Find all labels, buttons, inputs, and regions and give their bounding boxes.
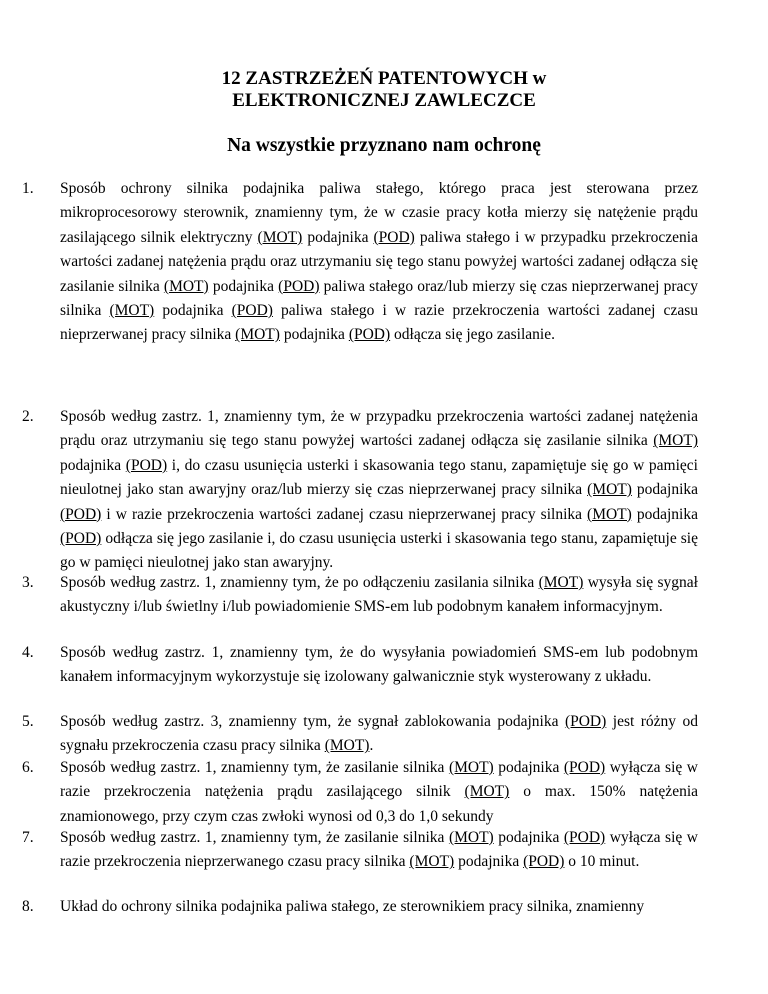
mot-reference: (MOT) <box>448 759 494 776</box>
pod-reference: (POD) <box>564 713 607 730</box>
mot-reference: (MOT) <box>448 829 494 846</box>
claim-number: 3. <box>22 574 34 591</box>
claim-number: 1. <box>22 180 34 197</box>
claim-item <box>22 641 698 690</box>
document-title-line2: ELEKTRONICZNEJ ZAWLECZCE <box>232 90 536 111</box>
document-subtitle: Na wszystkie przyznano nam ochronę <box>227 135 541 156</box>
pod-reference: (POD) <box>125 456 168 474</box>
document-title-line1: 12 ZASTRZEŻEŃ PATENTOWYCH w <box>221 68 547 89</box>
claim-item <box>22 710 698 759</box>
pod-reference: (POD) <box>563 759 606 776</box>
claim-item <box>22 826 698 875</box>
claim-text: Sposób według zastrz. 1, znamienny tym, że po odłączeniu zasilania silnika (MOT) wysyła się sygnał akustyczny i/lub świetlny i/lub powiadomienie SMS-em lub podobnym kanałem informacyjnym. <box>60 574 698 616</box>
claim-number: 6. <box>22 759 34 776</box>
pod-reference: (POD) <box>563 829 606 846</box>
mot-reference: (MOT) <box>257 228 303 246</box>
claim-text: Sposób ochrony silnika podajnika paliwa stałego, którego praca jest sterowana przez mikroprocesorowy sterownik, znamienny tym, że w czasie pracy kotła mierzy się natężenie prądu zasilającego silnik elektryczny (MOT) podajnika (POD) paliwa stałego i w przypadku przekroczenia wartości zadanej natężenia prądu oraz utrzymaniu się tego stanu powyżej wartości zadanej odłącza się zasilanie silnika (MOT) podajnika (POD) paliwa stałego oraz/lub mierzy się czas nieprzerwanej pracy silnika (MOT) podajnika (POD) paliwa stałego i w razie przekroczenia wartości zadanej czasu nieprzerwanej pracy silnika (MOT) podajnika (POD) odłącza się jego zasilanie. <box>60 180 698 344</box>
mot-reference: (MOT) <box>163 277 209 295</box>
claim-item <box>22 756 699 829</box>
pod-reference: (POD) <box>231 302 273 320</box>
claim-item <box>22 177 698 348</box>
pod-reference: (POD) <box>523 853 565 871</box>
pod-reference: (POD) <box>60 505 102 523</box>
mot-reference: (MOT) <box>587 481 632 499</box>
claim-text: Sposób według zastrz. 1, znamienny tym, że w przypadku przekroczenia wartości zadanej natężenia prądu oraz utrzymaniu się tego stanu powyżej wartości zadanej odłącza się zasilanie silnika (MOT) podajnika (POD) i, do czasu usunięcia usterki i skasowania tego stanu, zapamiętuje się go w pamięci nieulotnej jako stan awaryjny oraz/lub mierzy się czas nieprzerwanej pracy silnika (MOT) podajnika (POD) i w razie przekroczenia wartości zadanej czasu nieprzerwanej pracy silnika (MOT) podajnika (POD) odłącza się jego zasilanie i, do czasu usunięcia usterki i skasowania tego stanu, zapamiętuje się go w pamięci nieulotnej jako stan awaryjny. <box>60 408 699 572</box>
mot-reference: (MOT) <box>409 853 455 871</box>
mot-reference: (MOT) <box>324 737 370 755</box>
pod-reference: (POD) <box>348 326 391 344</box>
claim-number: 7. <box>22 829 34 846</box>
claim-text: Sposób według zastrz. 1, znamienny tym, że zasilanie silnika (MOT) podajnika (POD) wyłącza się w razie przekroczenia natężenia prądu zasilającego silnik (MOT) o max. 150% natężenia znamionowego, przy czym czas zwłoki wynosi od 0,3 do 1,0 sekundy <box>60 759 699 825</box>
claim-item <box>22 405 699 576</box>
claim-text: Układ do ochrony silnika podajnika paliwa stałego, ze sterownikiem pracy silnika, znamienny <box>60 898 645 915</box>
claim-number: 8. <box>22 898 34 915</box>
mot-reference: (MOT) <box>538 574 584 591</box>
claim-text: Sposób według zastrz. 1, znamienny tym, że zasilanie silnika (MOT) podajnika (POD) wyłącza się w razie przekroczenia nieprzerwanego czasu pracy silnika (MOT) podajnika (POD) o 10 minut. <box>60 829 698 871</box>
claim-number: 4. <box>22 644 34 661</box>
claim-item <box>22 895 698 919</box>
mot-reference: (MOT) <box>235 326 280 344</box>
pod-reference: (POD) <box>278 277 320 295</box>
pod-reference: (POD) <box>60 530 102 548</box>
mot-reference: (MOT) <box>109 302 155 320</box>
claim-number: 2. <box>22 408 34 425</box>
claim-item <box>22 571 698 620</box>
mot-reference: (MOT) <box>653 432 698 450</box>
mot-reference: (MOT) <box>464 783 510 801</box>
mot-reference: (MOT) <box>587 505 632 523</box>
claim-text: Sposób według zastrz. 1, znamienny tym, że do wysyłania powiadomień SMS-em lub podobnym kanałem informacyjnym wykorzystuje się izolowany galwanicznie styk wysterowany z układu. <box>60 644 698 686</box>
claim-number: 5. <box>22 713 34 730</box>
claim-text: Sposób według zastrz. 3, znamienny tym, że sygnał zablokowania podajnika (POD) jest różny od sygnału przekroczenia czasu pracy silnika (MOT). <box>60 713 698 755</box>
pod-reference: (POD) <box>373 228 415 246</box>
